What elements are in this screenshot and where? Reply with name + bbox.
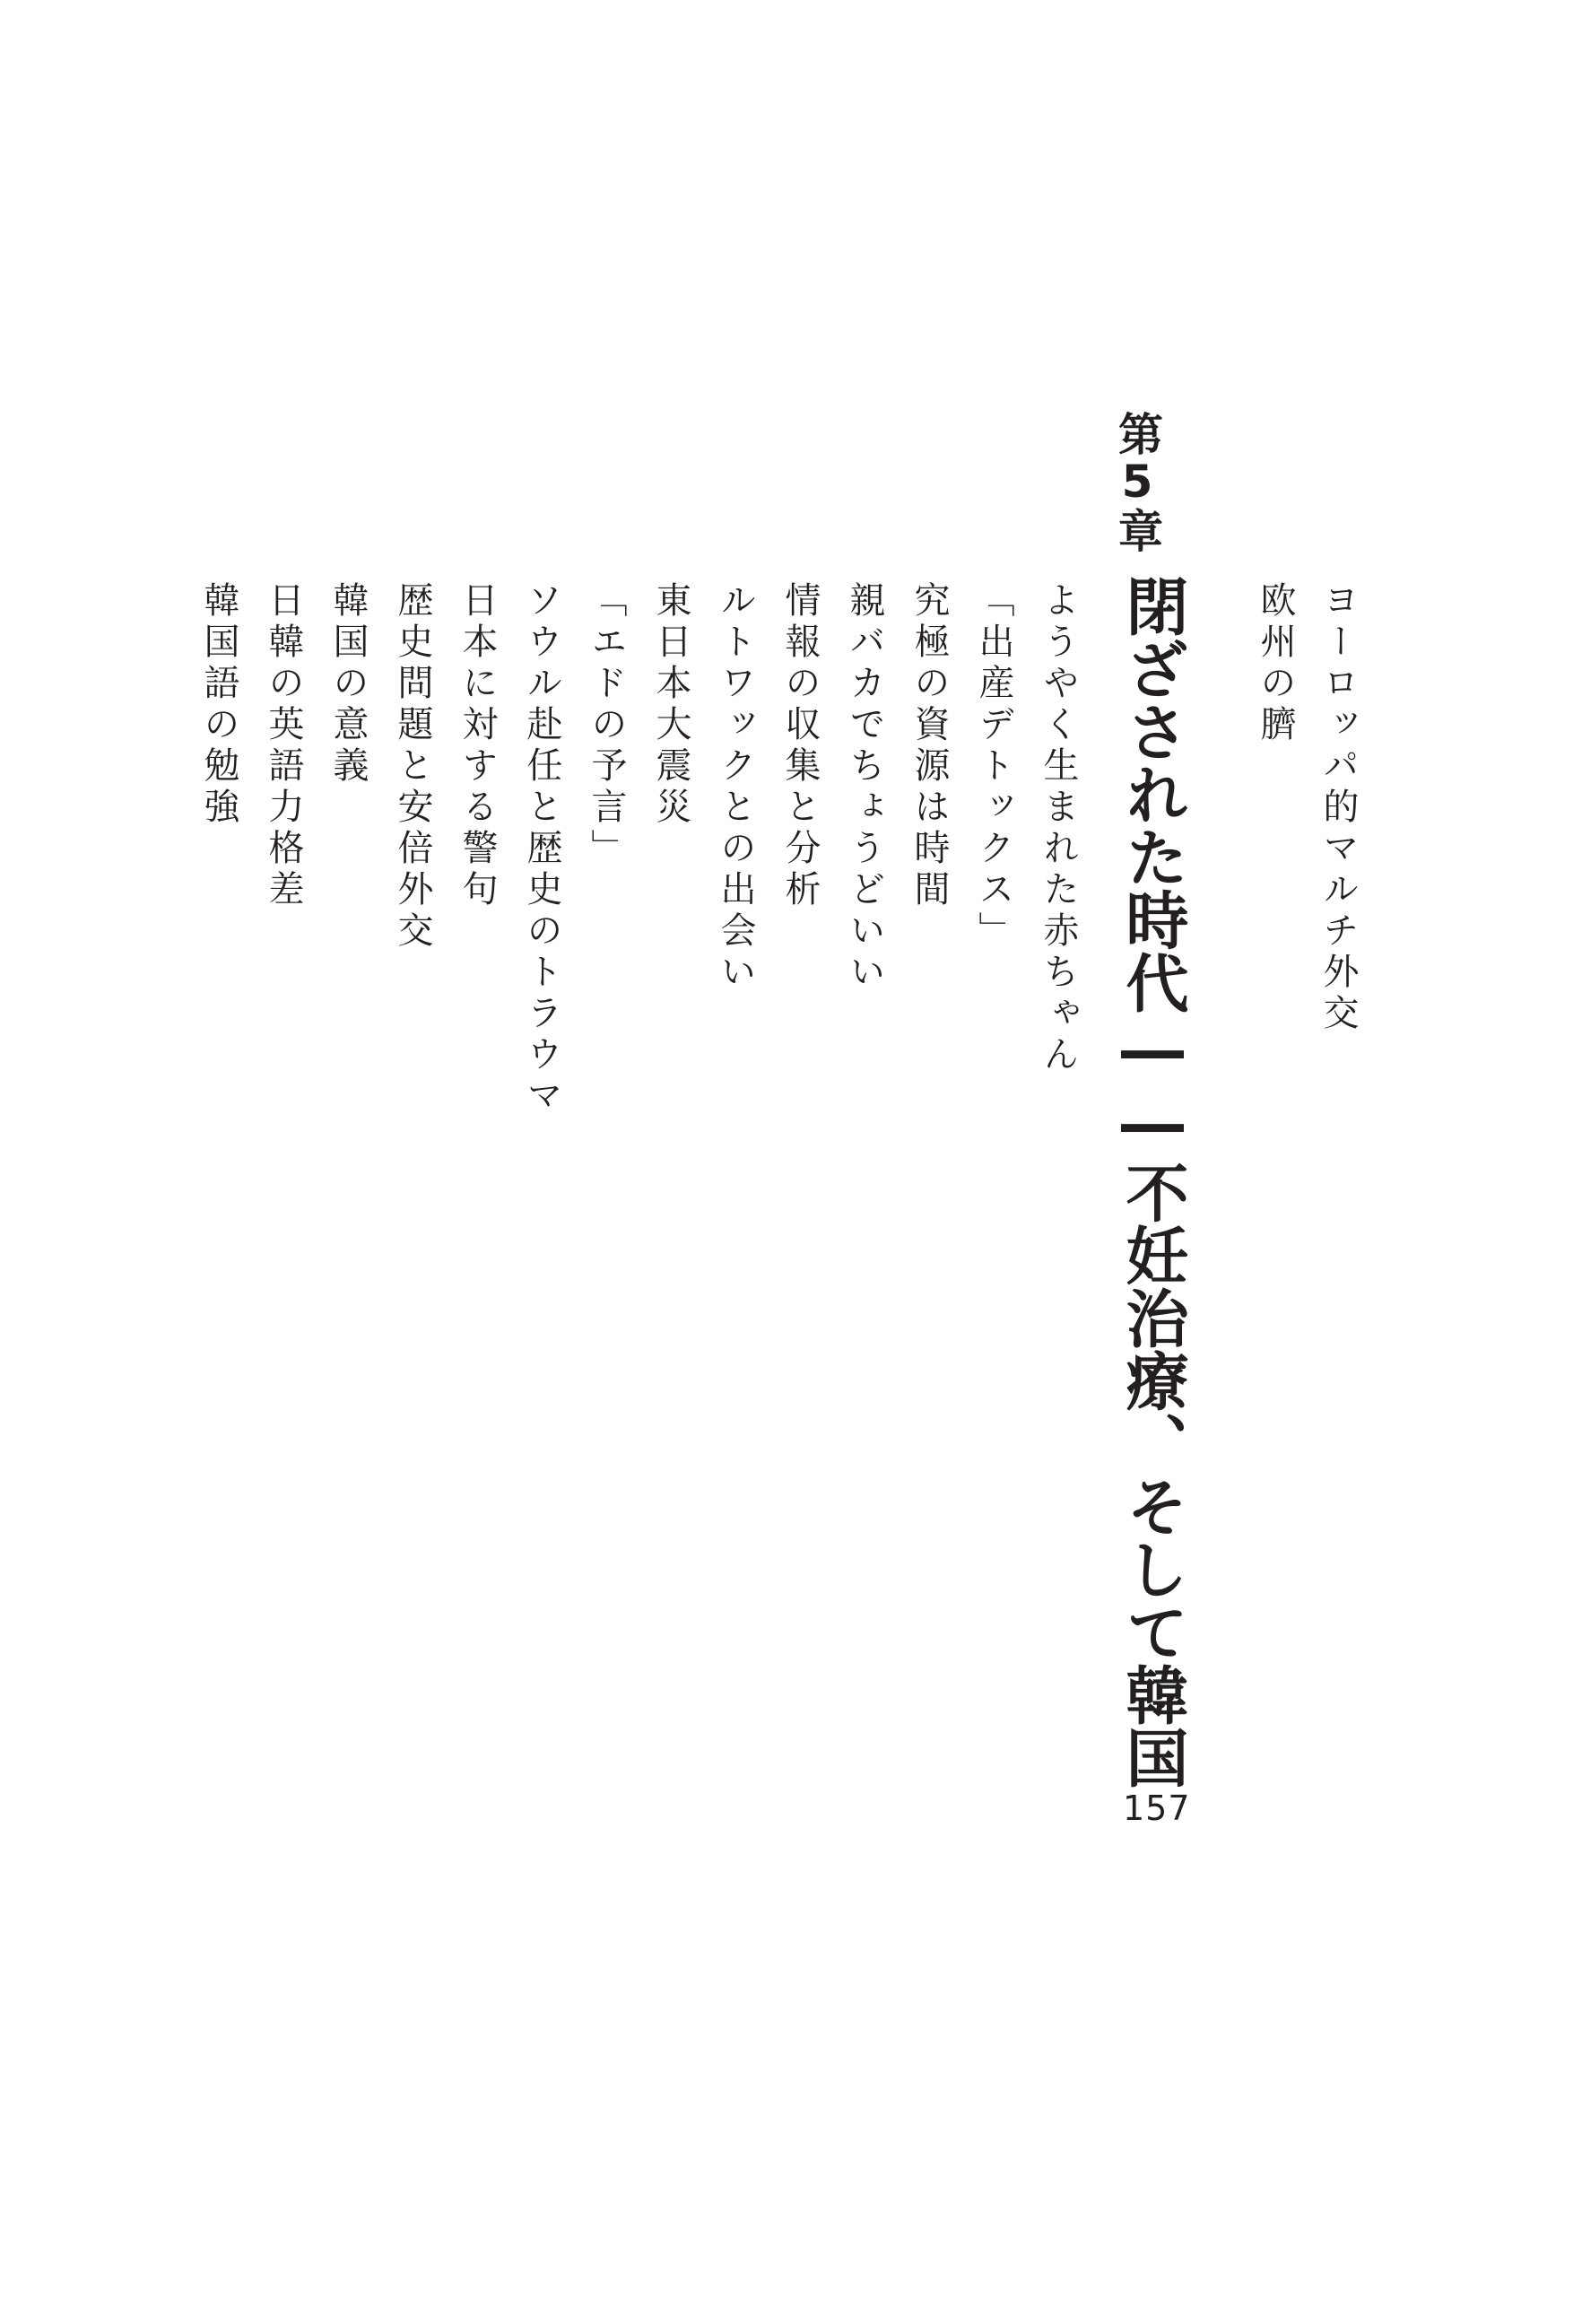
- toc-item-13: 日韓の英語力格差: [263, 581, 304, 911]
- toc-item-4: 親バカでちょうどいい: [844, 581, 885, 994]
- toc-item-10: 日本に対する警句: [456, 581, 498, 911]
- toc-item-14: 韓国語の勉強: [198, 581, 239, 829]
- toc-item-8: 「エドの予言」: [586, 581, 627, 870]
- toc-item-1: ようやく生まれた赤ちゃん: [1038, 581, 1079, 1076]
- page-number: 157: [1123, 1789, 1191, 1828]
- toc-item-european-navel: 欧州の臍: [1255, 581, 1296, 746]
- toc-item-9: ソウル赴任と歴史のトラウマ: [521, 581, 562, 1118]
- toc-item-european-diplomacy: ヨーロッパ的マルチ外交: [1317, 581, 1359, 1035]
- toc-item-2: 「出産デトックス」: [973, 581, 1014, 953]
- toc-item-3: 究極の資源は時間: [908, 581, 950, 911]
- toc-item-11: 歴史問題と安倍外交: [392, 581, 433, 953]
- toc-item-12: 韓国の意義: [327, 581, 369, 788]
- toc-item-5: 情報の収集と分析: [779, 581, 821, 911]
- toc-item-7: 東日本大震災: [650, 581, 691, 829]
- chapter-label: 第5章: [1111, 411, 1163, 553]
- toc-item-6: ルトワックとの出会い: [715, 581, 756, 994]
- chapter-title: 閉ざされた時代――不妊治療、そして韓国: [1116, 574, 1189, 1789]
